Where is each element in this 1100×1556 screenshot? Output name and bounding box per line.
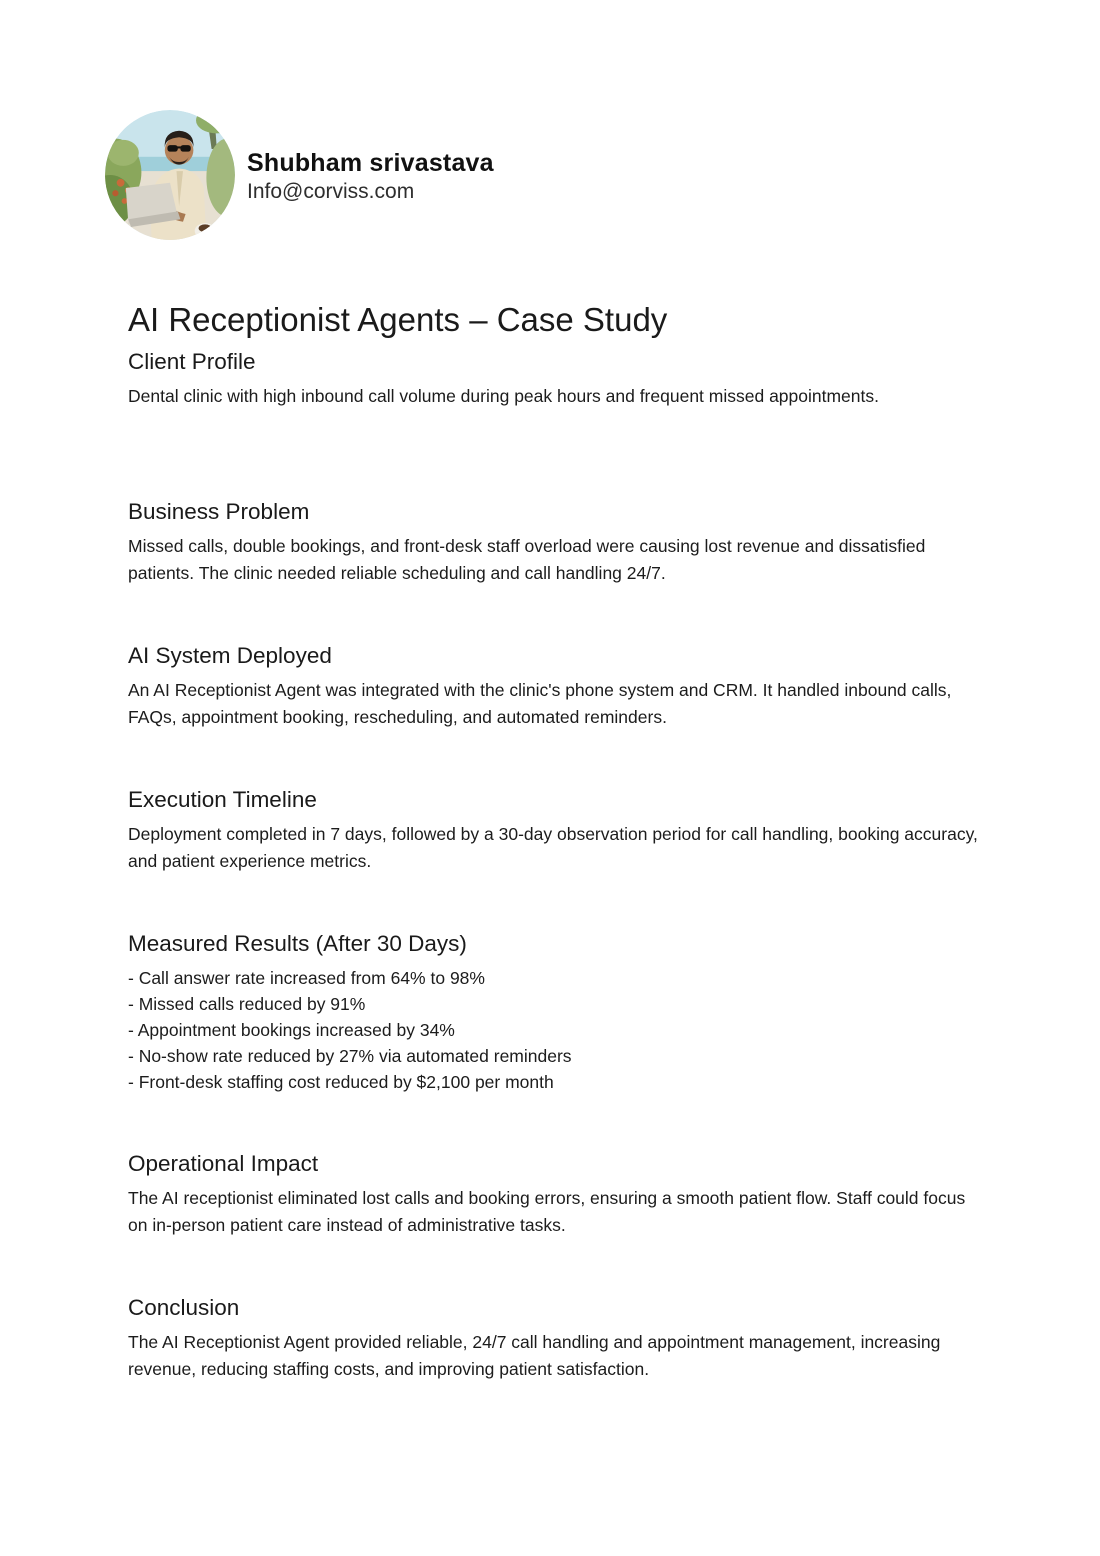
avatar	[105, 110, 235, 240]
section-body-conclusion: The AI Receptionist Agent provided reliable, 24/7 call handling and appointment management, increasing revenue, reducing staffing costs, and improving patient satisfaction.	[128, 1332, 941, 1379]
profile-photo-icon	[105, 110, 235, 240]
section-body-client-profile: Dental clinic with high inbound call volume during peak hours and frequent missed appointments.	[128, 386, 879, 406]
section-body-operational-impact: The AI receptionist eliminated lost calls and booking errors, ensuring a smooth patient flow. Staff could focus on in-person patient care instead of administrative tasks.	[128, 1188, 966, 1235]
profile-name: Shubham srivastava	[247, 148, 494, 177]
section-business-problem	[128, 498, 978, 587]
section-client-profile	[128, 348, 978, 410]
section-execution-timeline	[128, 786, 978, 875]
document-title: AI Receptionist Agents – Case Study	[128, 301, 668, 338]
section-operational-impact	[128, 1150, 978, 1239]
list-item: - Front-desk staffing cost reduced by $2,100 per month	[128, 1072, 554, 1092]
section-heading-operational-impact: Operational Impact	[128, 1151, 319, 1176]
section-heading-client-profile: Client Profile	[128, 349, 256, 374]
section-conclusion	[128, 1294, 978, 1383]
section-body-business-problem: Missed calls, double bookings, and front-desk staff overload were causing lost revenue and dissatisfied patients. The clinic needed reliable scheduling and call handling 24/7.	[128, 536, 926, 583]
profile-text	[247, 146, 494, 205]
list-item: - Missed calls reduced by 91%	[128, 994, 366, 1014]
section-body-ai-system-deployed: An AI Receptionist Agent was integrated with the clinic's phone system and CRM. It handled inbound calls, FAQs, appointment booking, rescheduling, and automated reminders.	[128, 680, 952, 727]
section-heading-measured-results: Measured Results (After 30 Days)	[128, 931, 467, 956]
list-item: - Call answer rate increased from 64% to 98%	[128, 968, 485, 988]
section-ai-system-deployed	[128, 642, 978, 731]
section-body-execution-timeline: Deployment completed in 7 days, followed by a 30-day observation period for call handling, booking accuracy, and patient experience metrics.	[128, 824, 978, 871]
section-heading-conclusion: Conclusion	[128, 1295, 240, 1320]
results-list	[128, 965, 978, 1095]
list-item: - No-show rate reduced by 27% via automated reminders	[128, 1046, 572, 1066]
profile-header	[105, 110, 494, 240]
section-measured-results	[128, 930, 978, 1095]
section-heading-execution-timeline: Execution Timeline	[128, 787, 317, 812]
section-heading-ai-system-deployed: AI System Deployed	[128, 643, 332, 668]
profile-email: Info@corviss.com	[247, 179, 415, 203]
document-content	[128, 300, 978, 1383]
list-item: - Appointment bookings increased by 34%	[128, 1020, 455, 1040]
section-heading-business-problem: Business Problem	[128, 499, 310, 524]
